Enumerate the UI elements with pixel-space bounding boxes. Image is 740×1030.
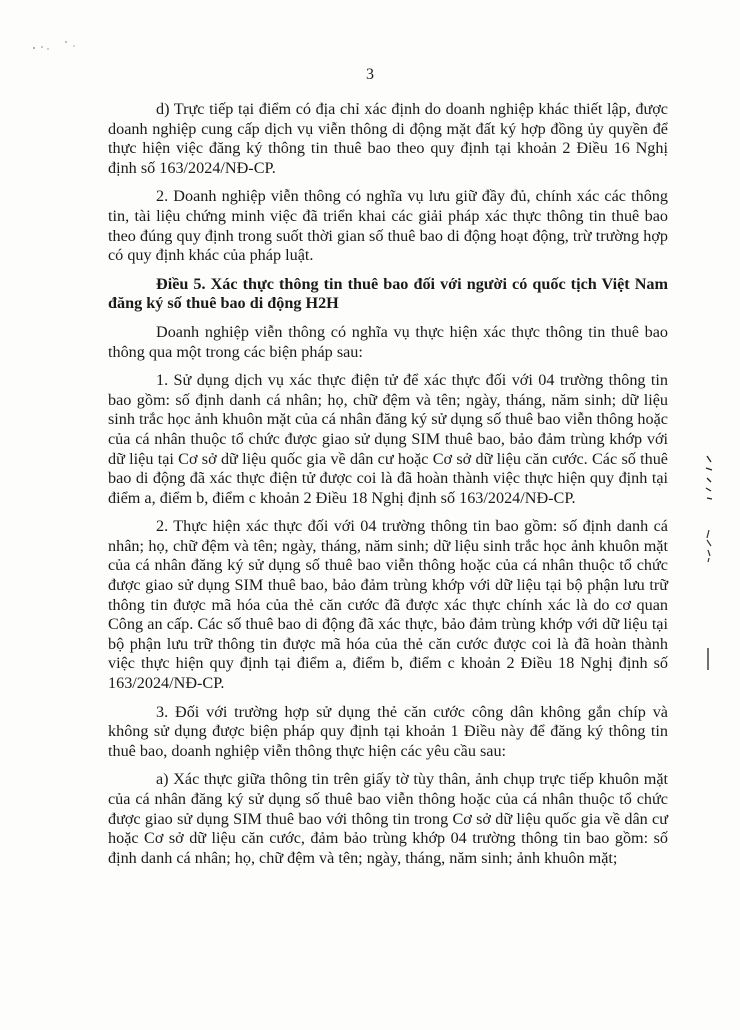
paragraph-measure-2: 2. Thực hiện xác thực đối với 04 trường thông tin bao gồm: số định danh cá nhân; họ, chữ đệm và tên; ngày, tháng, năm sinh; dữ liệu sinh trắc học ảnh khuôn mặt của cá nhân đăng ký sử dụng số thuê bao viễn thông hoặc của cá nhân thuộc tổ chức được giao sử dụng SIM thuê bao, bảo đảm trùng khớp với dữ liệu tại bộ phận lưu trữ thông tin được mã hóa của thẻ căn cước đã được xác thực chính xác là do cơ quan Công an cấp. Các số thuê bao di động đã xác thực, bảo đảm trùng khớp với dữ liệu tại bộ phận lưu trữ thông tin được mã hóa của thẻ căn cước được coi là đã hoàn thành việc thực hiện quy định tại điểm a, điểm b, điểm c khoản 2 Điều 18 Nghị định số 163/2024/NĐ-CP. <box>108 517 668 693</box>
paragraph-measure-1: 1. Sử dụng dịch vụ xác thực điện tử để xác thực đối với 04 trường thông tin bao gồm: số định danh cá nhân; họ, chữ đệm và tên; ngày, tháng, năm sinh; dữ liệu sinh trắc học ảnh khuôn mặt của cá nhân đăng ký sử dụng số thuê bao viễn thông hoặc của cá nhân thuộc tổ chức được giao sử dụng SIM thuê bao, bảo đảm trùng khớp với dữ liệu tại Cơ sở dữ liệu quốc gia về dân cư hoặc Cơ sở dữ liệu căn cước. Các số thuê bao di động đã xác thực điện tử được coi là đã hoàn thành việc thực hiện quy định tại điểm a, điểm b, điểm c khoản 2 Điều 18 Nghị định số 163/2024/NĐ-CP. <box>108 371 668 507</box>
paragraph-point-a: a) Xác thực giữa thông tin trên giấy tờ tùy thân, ảnh chụp trực tiếp khuôn mặt của cá nhân đăng ký sử dụng số thuê bao viễn thông hoặc của cá nhân thuộc tổ chức được giao sử dụng SIM thuê bao với thông tin trong Cơ sở dữ liệu quốc gia về dân cư hoặc Cơ sở dữ liệu căn cước, đảm bảo trùng khớp 04 trường thông tin bao gồm: số định danh cá nhân; họ, chữ đệm và tên; ngày, tháng, năm sinh; ảnh khuôn mặt; <box>108 770 668 867</box>
paragraph-clause-2: 2. Doanh nghiệp viễn thông có nghĩa vụ lưu giữ đầy đủ, chính xác các thông tin, tài liệu chứng minh việc đã triển khai các giải pháp xác thực thông tin thuê bao theo đúng quy định trong suốt thời gian số thuê bao di động hoạt động, trừ trường hợp có quy định khác của pháp luật. <box>108 187 668 265</box>
document-body <box>108 100 668 877</box>
paragraph-intro: Doanh nghiệp viễn thông có nghĩa vụ thực hiện xác thực thông tin thuê bao thông qua một trong các biện pháp sau: <box>108 322 668 361</box>
scan-specks <box>28 38 88 63</box>
article-5-heading: Điều 5. Xác thực thông tin thuê bao đối với người có quốc tịch Việt Nam đăng ký số thuê bao di động H2H <box>108 274 668 313</box>
binding-marks <box>695 0 725 1030</box>
paragraph-measure-3: 3. Đối với trường hợp sử dụng thẻ căn cước công dân không gắn chíp và không sử dụng được biện pháp quy định tại khoản 1 Điều này để đăng ký thông tin thuê bao, doanh nghiệp viễn thông thực hiện các yêu cầu sau: <box>108 702 668 760</box>
page-number: 3 <box>366 66 374 83</box>
paragraph-point-d: d) Trực tiếp tại điểm có địa chỉ xác định do doanh nghiệp khác thiết lập, được doanh nghiệp cung cấp dịch vụ viễn thông di động mặt đất ký hợp đồng ủy quyền để thực hiện việc đăng ký thông tin thuê bao theo quy định tại khoản 2 Điều 16 Nghị định số 163/2024/NĐ-CP. <box>108 100 668 177</box>
